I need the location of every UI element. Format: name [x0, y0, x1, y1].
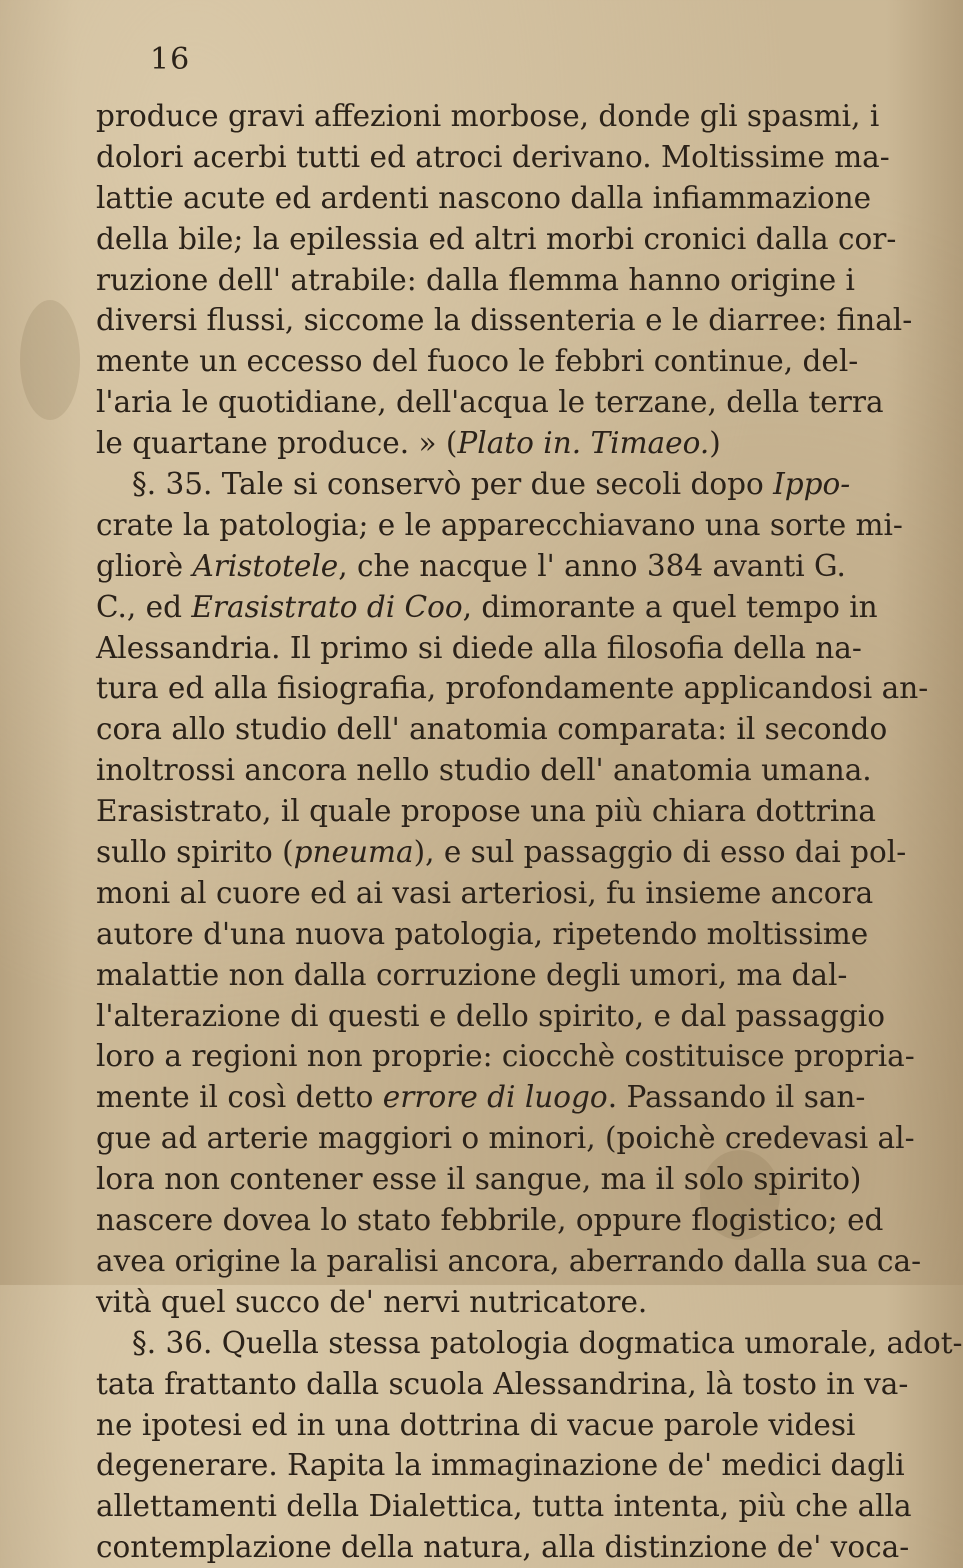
text-line: autore d'una nuova patologia, ripetendo moltissime [96, 916, 869, 951]
text-line: inoltrossi ancora nello studio dell' anatomia umana. [96, 753, 872, 788]
text-line: produce gravi affezioni morbose, donde gli spasmi, i [96, 99, 880, 133]
text-line: tata frattanto dalla scuola Alessandrina, là tosto in va- [96, 1366, 909, 1401]
text-line: le quartane produce. » (Plato in. Timaeo.) [96, 426, 721, 461]
text-line: Erasistrato, il quale propose una più chiara dottrina [96, 794, 876, 829]
text-line: l'aria le quotidiane, dell'acqua le terzane, della terra [96, 385, 884, 420]
text-line: loro a regioni non proprie: ciocchè costituisce propria- [96, 1039, 915, 1074]
text-line: lora non contener esse il sangue, ma il solo spirito) [96, 1162, 862, 1197]
text-line: tura ed alla fisiografia, profondamente applicandosi an- [96, 671, 929, 706]
text-line: mente un eccesso del fuoco le febbri continue, del- [96, 344, 859, 379]
text-line: ruzione dell' atrabile: dalla flemma hanno origine i [96, 262, 855, 297]
text-line: dolori acerbi tutti ed atroci derivano. Moltissime ma- [96, 139, 890, 174]
paper-stain [20, 300, 80, 420]
text-line: mente il così detto errore di luogo. Passando il san- [96, 1080, 866, 1115]
text-line: della bile; la epilessia ed altri morbi cronici dalla cor- [96, 221, 897, 256]
text-line: avea origine la paralisi ancora, aberrando dalla sua ca- [96, 1243, 922, 1278]
text-line: vità quel succo de' nervi nutricatore. [96, 1284, 648, 1319]
text-line: nascere dovea lo stato febbrile, oppure flogistico; ed [96, 1203, 884, 1238]
text-line: Alessandria. Il primo si diede alla filosofia della na- [96, 630, 862, 665]
text-line: moni al cuore ed ai vasi arteriosi, fu insieme ancora [96, 875, 874, 910]
text-line: diversi flussi, siccome la dissenteria e le diarree: final- [96, 303, 913, 338]
text-line: §. 36. Quella stessa patologia dogmatica umorale, adot- [132, 1325, 963, 1360]
text-line: malattie non dalla corruzione degli umori, ma dal- [96, 957, 848, 992]
body-text [96, 96, 963, 1568]
text-line: cora allo studio dell' anatomia comparata: il secondo [96, 712, 888, 747]
text-line: gue ad arterie maggiori o minori, (poichè credevasi al- [96, 1121, 915, 1156]
text-line: C., ed Erasistrato di Coo, dimorante a quel tempo in [96, 589, 878, 624]
text-line: allettamenti della Dialettica, tutta intenta, più che alla [96, 1489, 912, 1524]
text-line: contemplazione della natura, alla distinzione de' voca- [96, 1530, 910, 1565]
text-line: lattie acute ed ardenti nascono dalla infiammazione [96, 180, 872, 215]
text-line: degenerare. Rapita la immaginazione de' medici dagli [96, 1448, 905, 1483]
text-line: ne ipotesi ed in una dottrina di vacue parole videsi [96, 1407, 856, 1442]
text-line: §. 35. Tale si conservò per due secoli dopo Ippo- [132, 467, 851, 502]
text-line: sullo spirito (pneuma), e sul passaggio di esso dai pol- [96, 835, 907, 870]
page-number: 16 [150, 42, 191, 77]
text-line: l'alterazione di questi e dello spirito, e dal passaggio [96, 998, 885, 1033]
text-line: crate la patologia; e le apparecchiavano una sorte mi- [96, 507, 903, 542]
text-line: gliorè Aristotele, che nacque l' anno 384 avanti G. [96, 548, 846, 583]
